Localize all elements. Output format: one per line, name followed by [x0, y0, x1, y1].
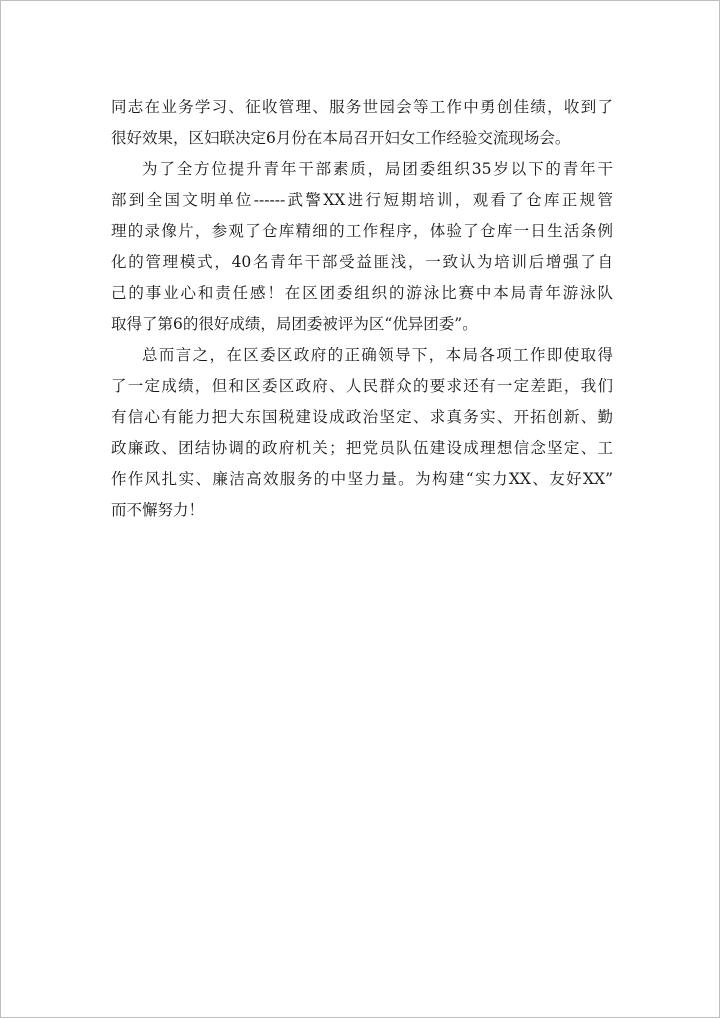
text-line: 作作风扎实、廉洁高效服务的中坚力量。为构建“实力XX、友好XX”	[111, 470, 613, 488]
text-line: 有信心有能力把大东国税建设成政治坚定、求真务实、开拓创新、勤	[111, 408, 613, 426]
paragraph-1	[111, 92, 613, 154]
text-line: 政廉政、团结协调的政府机关；把党员队伍建设成理想信念坚定、工	[111, 439, 613, 457]
text-line: 部到全国文明单位------武警XX进行短期培训，观看了仓库正规管	[111, 191, 613, 209]
text-line: 总而言之，在区委区政府的正确领导下，本局各项工作即使取得	[142, 346, 613, 364]
text-line: 而不懈努力！	[111, 501, 205, 519]
text-line: 理的录像片，参观了仓库精细的工作程序，体验了仓库一日生活条例	[111, 222, 613, 240]
text-line: 取得了第6的很好成绩，局团委被评为区“优异团委”。	[111, 315, 478, 333]
paragraph-3	[111, 340, 613, 526]
text-line: 化的管理模式，40名青年干部受益匪浅，一致认为培训后增强了自	[111, 253, 613, 271]
text-line: 同志在业务学习、征收管理、服务世园会等工作中勇创佳绩，收到了	[111, 98, 613, 116]
document-body	[111, 92, 613, 526]
paragraph-2	[111, 154, 613, 340]
text-line: 己的事业心和责任感！在区团委组织的游泳比赛中本局青年游泳队	[111, 284, 613, 302]
text-line: 了一定成绩，但和区委区政府、人民群众的要求还有一定差距，我们	[111, 377, 613, 395]
text-line: 很好效果，区妇联决定6月份在本局召开妇女工作经验交流现场会。	[111, 129, 571, 147]
text-line: 为了全方位提升青年干部素质，局团委组织35岁以下的青年干	[142, 160, 613, 178]
